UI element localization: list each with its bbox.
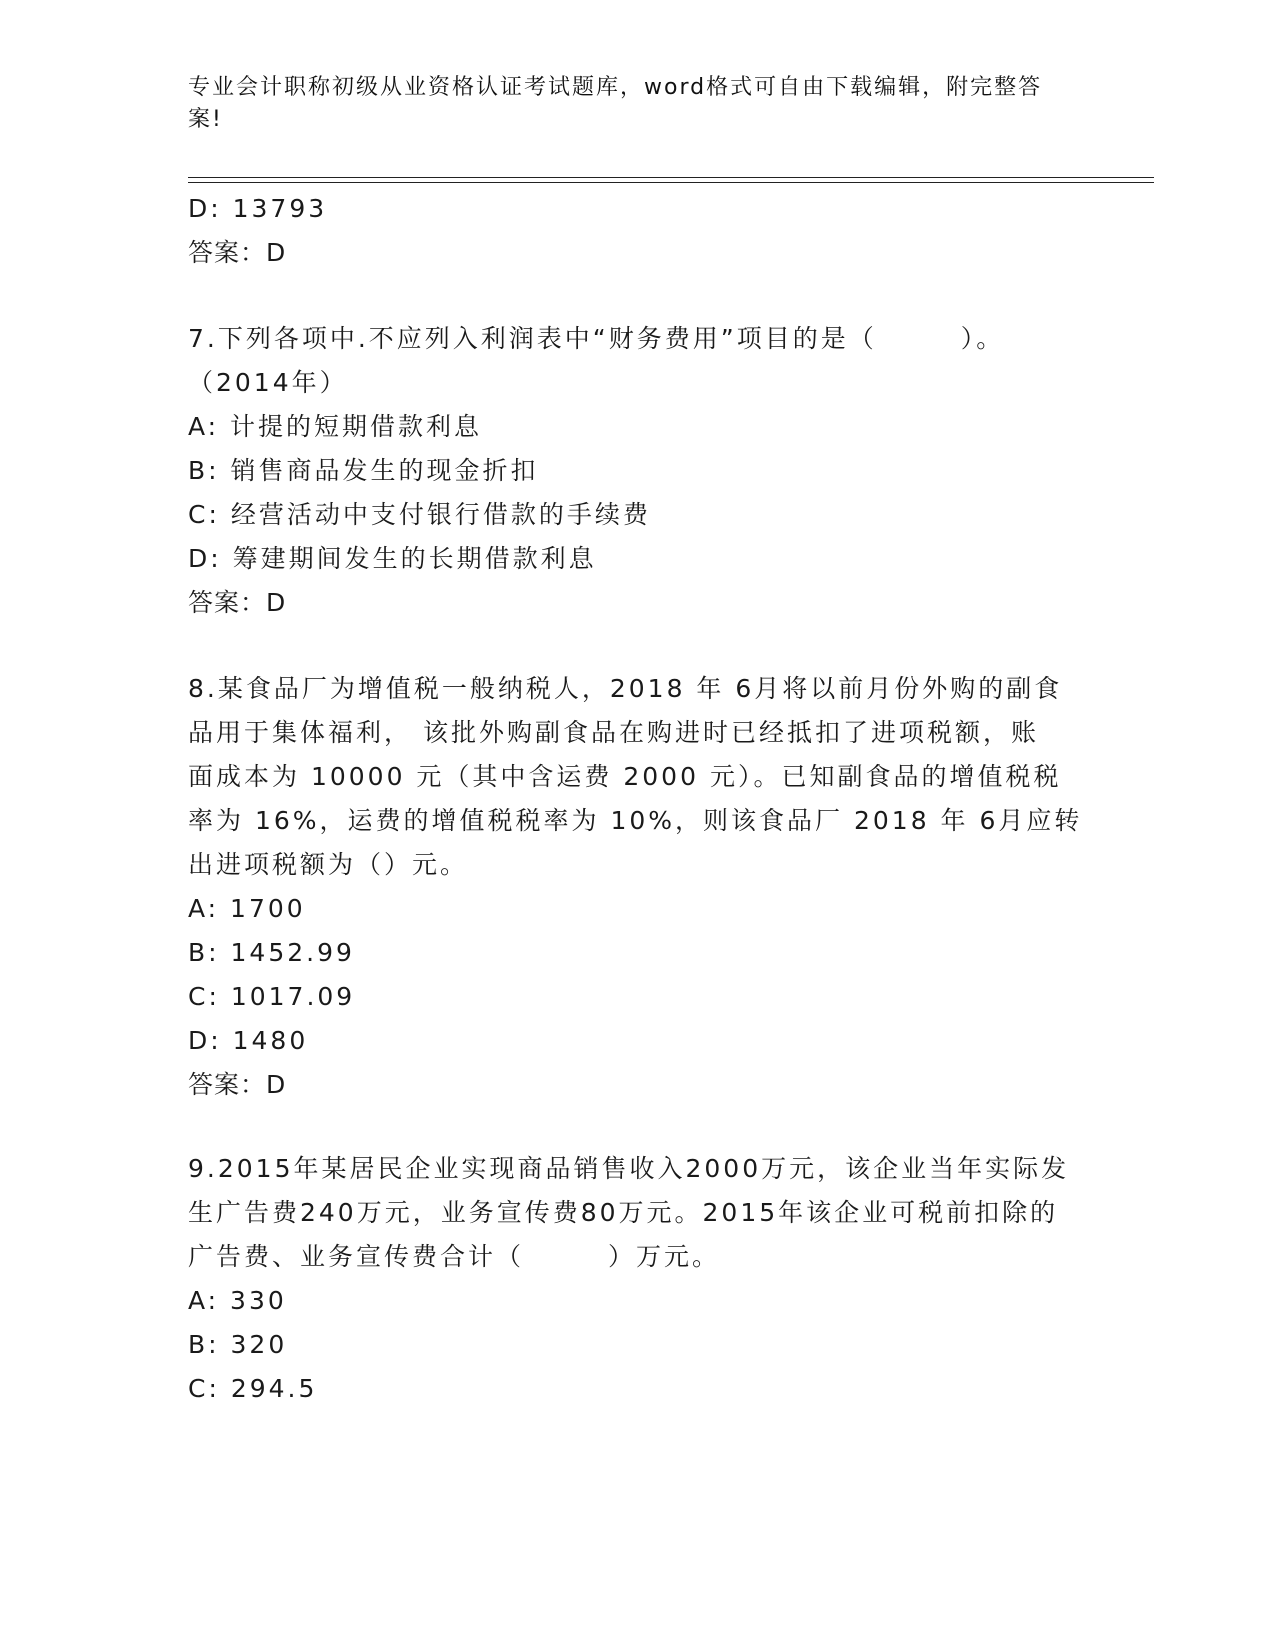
q6-option-d: D: 13793 bbox=[188, 194, 328, 223]
q8-option-b: B: 1452.99 bbox=[188, 938, 355, 967]
q8-answer: 答案：D bbox=[188, 1070, 287, 1099]
header-line-1: 专业会计职称初级从业资格认证考试题库，word格式可自由下载编辑，附完整答 bbox=[188, 75, 1043, 100]
q8-option-d: D: 1480 bbox=[188, 1026, 309, 1055]
page-header bbox=[188, 72, 1068, 136]
q8-stem-line-1: 8.某食品厂为增值税一般纳税人，2018 年 6月将以前月份外购的副食 bbox=[188, 674, 1063, 703]
header-rule-top bbox=[188, 177, 1154, 178]
q8-stem-line-4: 率为 16%，运费的增值税税率为 10%，则该食品厂 2018 年 6月应转 bbox=[188, 806, 1083, 835]
q8-stem-line-5: 出进项税额为（）元。 bbox=[188, 850, 469, 879]
q7-option-d: D: 筹建期间发生的长期借款利息 bbox=[188, 544, 597, 573]
q8-option-c: C: 1017.09 bbox=[188, 982, 356, 1011]
q7-option-c: C: 经营活动中支付银行借款的手续费 bbox=[188, 500, 651, 529]
header-rule-bottom bbox=[188, 182, 1154, 183]
q7-answer: 答案：D bbox=[188, 588, 287, 617]
header-line-2: 案! bbox=[188, 107, 223, 132]
q7-option-b: B: 销售商品发生的现金折扣 bbox=[188, 456, 539, 485]
q9-option-c: C: 294.5 bbox=[188, 1374, 318, 1403]
q6-answer: 答案：D bbox=[188, 238, 287, 267]
q9-stem-line-3: 广告费、业务宣传费合计（ ）万元。 bbox=[188, 1242, 721, 1271]
q9-option-b: B: 320 bbox=[188, 1330, 288, 1359]
q7-stem-line-1: 7.下列各项中.不应列入利润表中“财务费用”项目的是（ ）。 bbox=[188, 324, 1005, 353]
q9-stem-line-2: 生广告费240万元，业务宣传费80万元。2015年该企业可税前扣除的 bbox=[188, 1198, 1059, 1227]
q8-stem-line-2: 品用于集体福利， 该批外购副食品在购进时已经抵扣了进项税额，账 bbox=[188, 718, 1039, 747]
q8-stem-line-3: 面成本为 10000 元（其中含运费 2000 元）。已知副食品的增值税税 bbox=[188, 762, 1062, 791]
q7-option-a: A: 计提的短期借款利息 bbox=[188, 412, 483, 441]
q8-option-a: A: 1700 bbox=[188, 894, 306, 923]
q7-stem-line-2: （2014年） bbox=[188, 368, 348, 397]
q9-stem-line-1: 9.2015年某居民企业实现商品销售收入2000万元，该企业当年实际发 bbox=[188, 1154, 1070, 1183]
q9-option-a: A: 330 bbox=[188, 1286, 287, 1315]
